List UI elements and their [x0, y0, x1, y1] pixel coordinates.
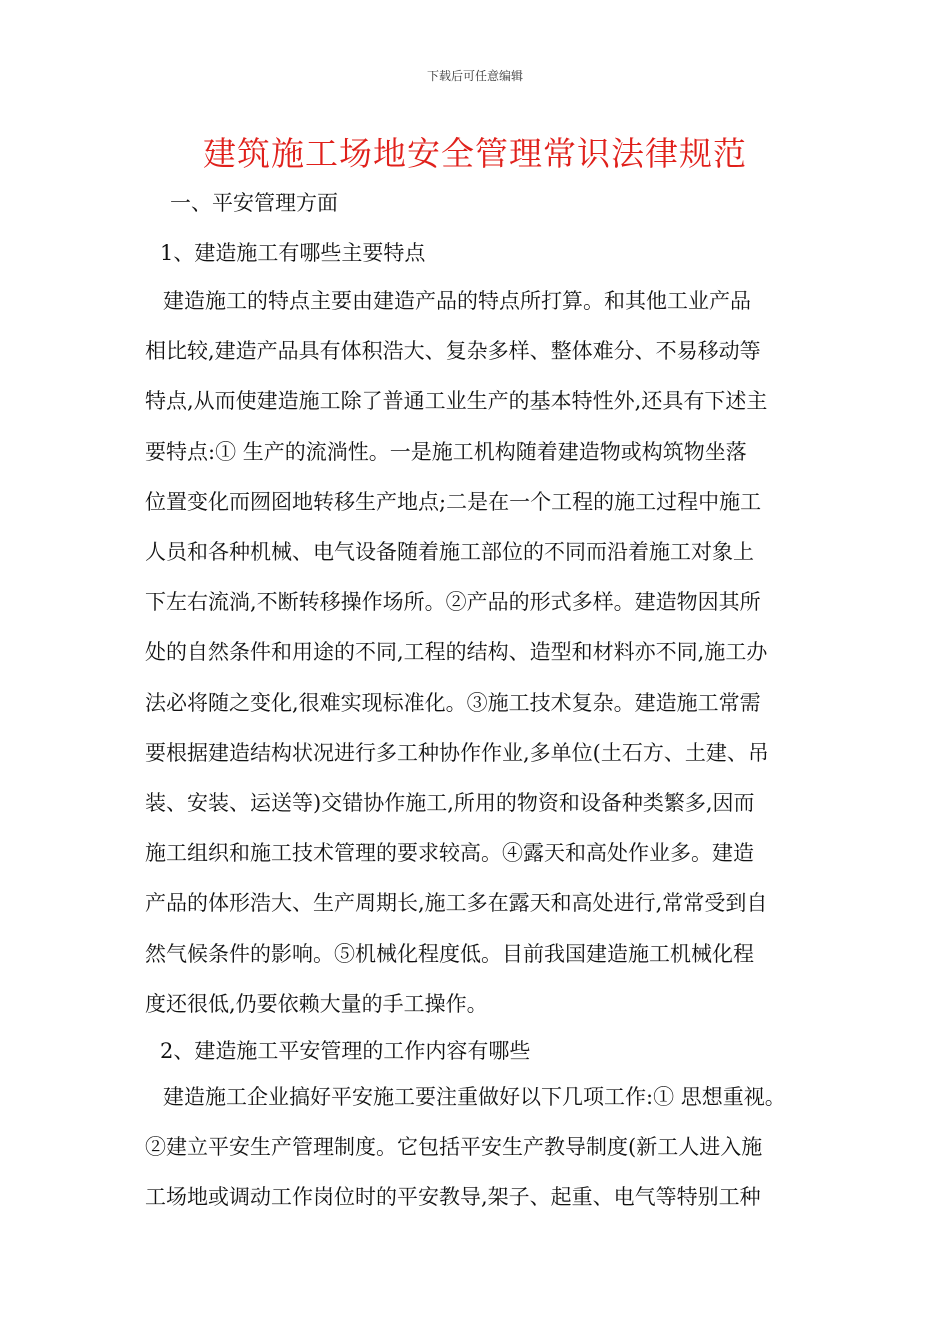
paragraph-line: 度还很低,仍要依赖大量的手工操作。	[145, 991, 488, 1016]
question-heading-2: 2、建造施工平安管理的工作内容有哪些	[160, 1039, 531, 1063]
paragraph-line: 相比较,建造产品具有体积浩大、复杂多样、整体难分、不易移动等	[145, 339, 761, 364]
paragraph-line: 要根据建造结构状况进行多工种协作作业,多单位(土石方、土建、吊	[145, 740, 769, 765]
question-heading-1: 1、建造施工有哪些主要特点	[160, 241, 426, 265]
paragraph-line: 工场地或调动工作岗位时的平安教导,架子、起重、电气等特别工种	[145, 1185, 761, 1210]
paragraph-line: ②建立平安生产管理制度。它包括平安生产教导制度(新工人进入施	[145, 1135, 763, 1160]
paragraph-line: 建造施工的特点主要由建造产品的特点所打算。和其他工业产品	[163, 289, 751, 313]
paragraph-line: 处的自然条件和用途的不同,工程的结构、造型和材料亦不同,施工办	[145, 640, 768, 665]
document-title: 建筑施工场地安全管理常识法律规范	[203, 134, 747, 173]
paragraph-line: 人员和各种机械、电气设备随着施工部位的不同而沿着施工对象上	[145, 540, 754, 565]
paragraph-line: 下左右流淌,不断转移操作场所。②产品的形式多样。建造物因其所	[145, 590, 761, 615]
paragraph-line: 施工组织和施工技术管理的要求较高。④露天和高处作业多。建造	[145, 841, 754, 866]
paragraph-line: 法必将随之变化,很难实现标准化。③施工技术复杂。建造施工常需	[145, 690, 761, 715]
paragraph-line: 然气候条件的影响。⑤机械化程度低。目前我国建造施工机械化程	[145, 941, 754, 966]
paragraph-line: 装、安装、运送等)交错协作施工,所用的物资和设备种类繁多,因而	[145, 791, 755, 816]
paragraph-line: 特点,从而使建造施工除了普通工业生产的基本特性外,还具有下述主	[145, 389, 768, 414]
paragraph-line: 要特点:① 生产的流淌性。一是施工机构随着建造物或构筑物坐落	[145, 439, 747, 464]
page-header: 下载后可任意编辑	[426, 69, 523, 83]
paragraph-line: 位置变化而囫囵地转移生产地点;二是在一个工程的施工过程中施工	[145, 489, 762, 514]
section-heading-1: 一、平安管理方面	[170, 191, 338, 215]
paragraph-line: 建造施工企业搞好平安施工要注重做好以下几项工作:① 思想重视。	[163, 1085, 786, 1109]
paragraph-2	[145, 1072, 815, 1223]
paragraph-line: 产品的体形浩大、生产周期长,施工多在露天和高处进行,常常受到自	[145, 891, 768, 916]
paragraph-1	[145, 276, 815, 1029]
